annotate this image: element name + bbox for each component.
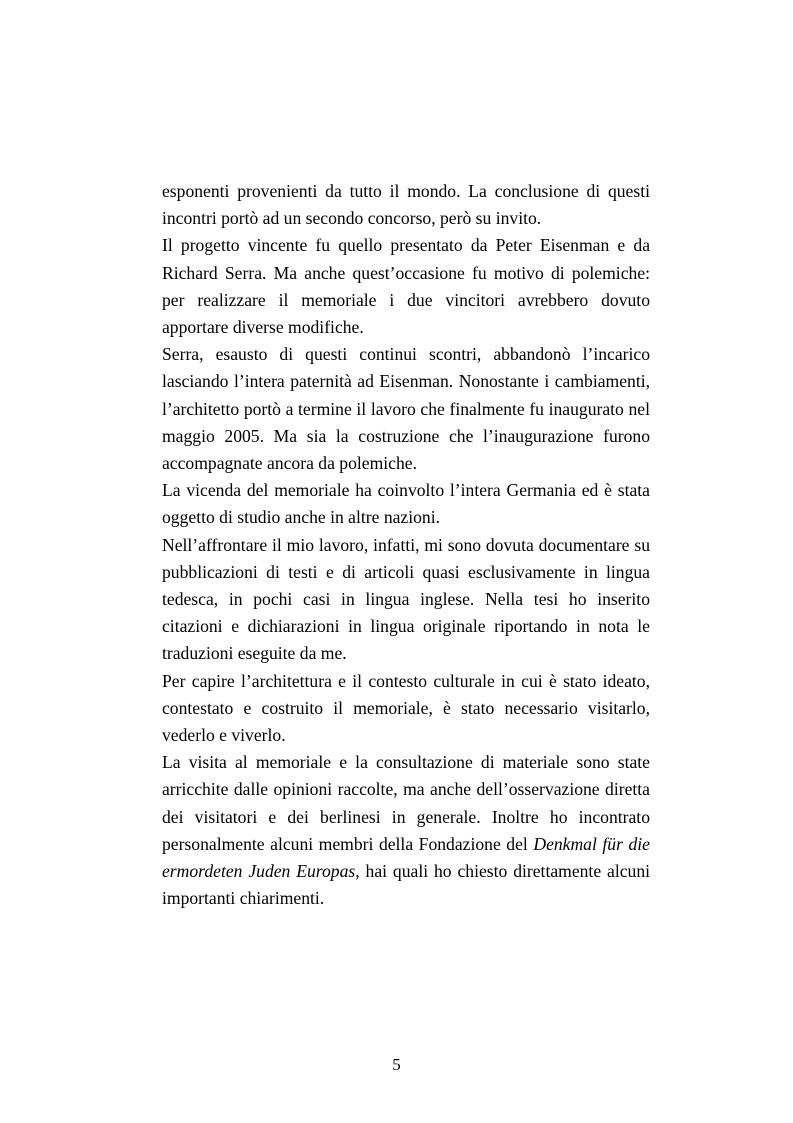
paragraph: Il progetto vincente fu quello presentato da Peter Eisenman e da Richard Serra. Ma anche quest’occasione fu motivo di polemiche: per realizzare il memoriale i due vincitori avrebbero dovuto apportare diverse modifiche. bbox=[162, 235, 650, 338]
page-number: 5 bbox=[392, 1055, 401, 1074]
paragraph: Nell’affrontare il mio lavoro, infatti, mi sono dovuta documentare su pubblicazioni di testi e di articoli quasi esclusivamente in lingua tedesca, in pochi casi in lingua inglese. Nella tesi ho inserito citazioni e dichiarazioni in lingua originale riportando in nota le traduzioni eseguite da me. bbox=[162, 534, 650, 664]
paragraph: Per capire l’architettura e il contesto culturale in cui è stato ideato, contestato e costruito il memoriale, è stato necessario visitarlo, vederlo e viverlo. bbox=[162, 670, 650, 746]
memorial-name-italic: Denkmal für die ermordeten Juden Europas bbox=[162, 833, 650, 882]
paragraph: La vicenda del memoriale ha coinvolto l’intera Germania ed è stata oggetto di studio anche in altre nazioni. bbox=[162, 480, 650, 528]
paragraph-last bbox=[162, 749, 650, 912]
paragraph-text-after: , hai quali ho chiesto direttamente alcuni importanti chiarimenti. bbox=[162, 861, 651, 909]
body-text bbox=[162, 178, 650, 912]
paragraph: Serra, esausto di questi continui scontri, abbandonò l’incarico lasciando l’intera paternità ad Eisenman. Nonostante i cambiamenti, l’architetto portò a termine il lavoro che finalmente fu inaugurato nel maggio 2005. Ma sia la costruzione che l’inaugurazione furono accompagnate ancora da polemiche. bbox=[162, 344, 650, 474]
paragraph-text-before: La visita al memoriale e la consultazione di materiale sono state arricchite dalle opinioni raccolte, ma anche dell’osservazione diretta dei visitatori e dei berlinesi in generale. Inoltre ho incontrato personalmente alcuni membri della Fondazione del bbox=[162, 752, 650, 854]
paragraph: esponenti provenienti da tutto il mondo. La conclusione di questi incontri portò ad un secondo concorso, però su invito. bbox=[162, 181, 650, 229]
